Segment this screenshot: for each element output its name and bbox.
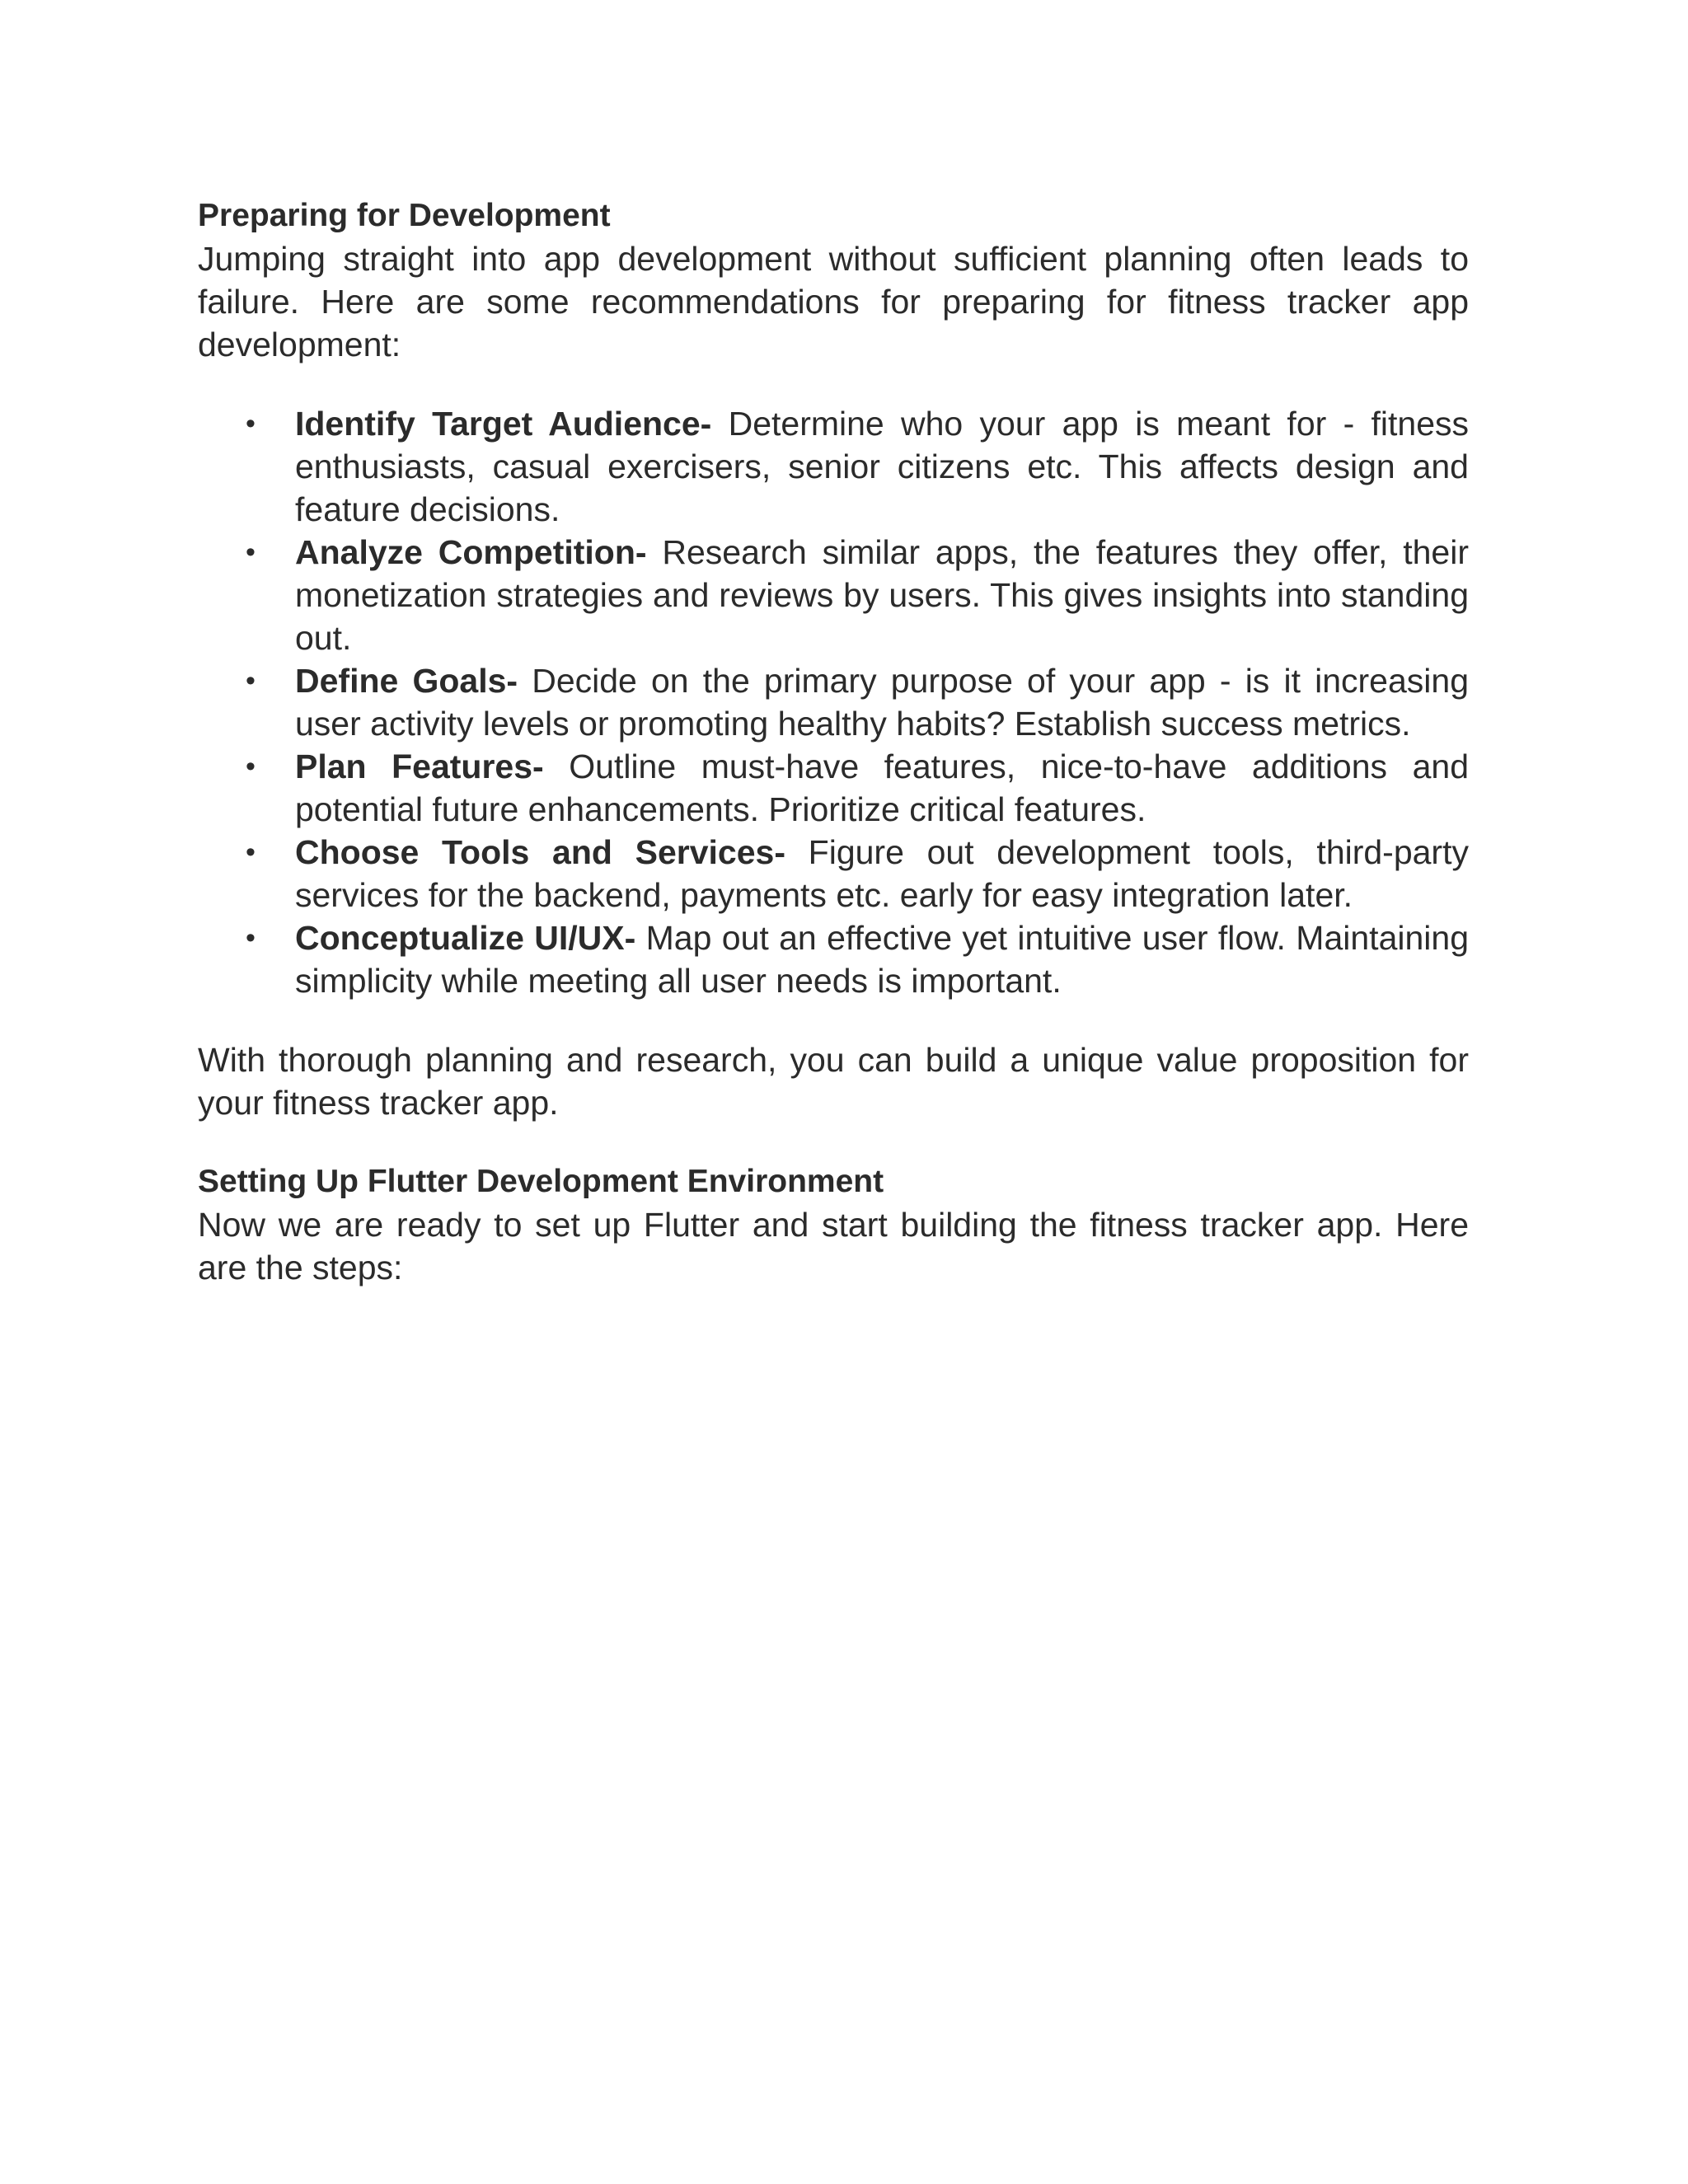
document-page [198,194,1469,1289]
bullet-icon: • [246,922,256,954]
bullet-icon: • [246,537,256,568]
conclusion-paragraph: With thorough planning and research, you can build a unique value proposition for your fitness tracker app. [198,1041,1469,1122]
bullet-term: Identify Target Audience- [295,405,712,443]
intro-paragraph: Jumping straight into app development without sufficient planning often leads to failure. Here are some recommendations for preparing for fitness tracker app development: [198,240,1469,363]
bullet-term: Conceptualize UI/UX- [295,919,636,957]
list-item [198,745,1469,831]
bullet-icon: • [246,837,256,868]
list-item [198,531,1469,659]
recommendations-list [198,402,1469,1002]
list-item [198,916,1469,1002]
bullet-text: Decide on the primary purpose of your app - is it increasing user activity levels or promoting healthy habits? Establish success metrics. [295,662,1469,743]
list-item [198,402,1469,531]
bullet-term: Define Goals- [295,662,518,700]
bullet-term: Analyze Competition- [295,533,647,571]
list-item [198,831,1469,916]
setup-intro-paragraph: Now we are ready to set up Flutter and start building the fitness tracker app. Here are the steps: [198,1206,1469,1286]
bullet-icon: • [246,665,256,696]
section-heading-preparing: Preparing for Development [198,198,611,233]
bullet-text: Figure out development tools, third-party services for the backend, payments etc. early for easy integration later. [295,833,1469,914]
bullet-text: Determine who your app is meant for - fitness enthusiasts, casual exercisers, senior citizens etc. This affects design and feature decisions. [295,405,1470,528]
bullet-term: Plan Features- [295,748,544,785]
section-heading-flutter-setup: Setting Up Flutter Development Environment [198,1164,884,1199]
bullet-text: Map out an effective yet intuitive user flow. Maintaining simplicity while meeting all user needs is important. [295,919,1469,1000]
bullet-text: Research similar apps, the features they offer, their monetization strategies and reviews by users. This gives insights into standing out. [295,533,1469,657]
bullet-icon: • [246,408,256,439]
bullet-text: Outline must-have features, nice-to-have additions and potential future enhancements. Prioritize critical features. [295,748,1469,828]
bullet-icon: • [246,751,256,782]
bullet-term: Choose Tools and Services- [295,833,785,871]
list-item [198,659,1469,745]
